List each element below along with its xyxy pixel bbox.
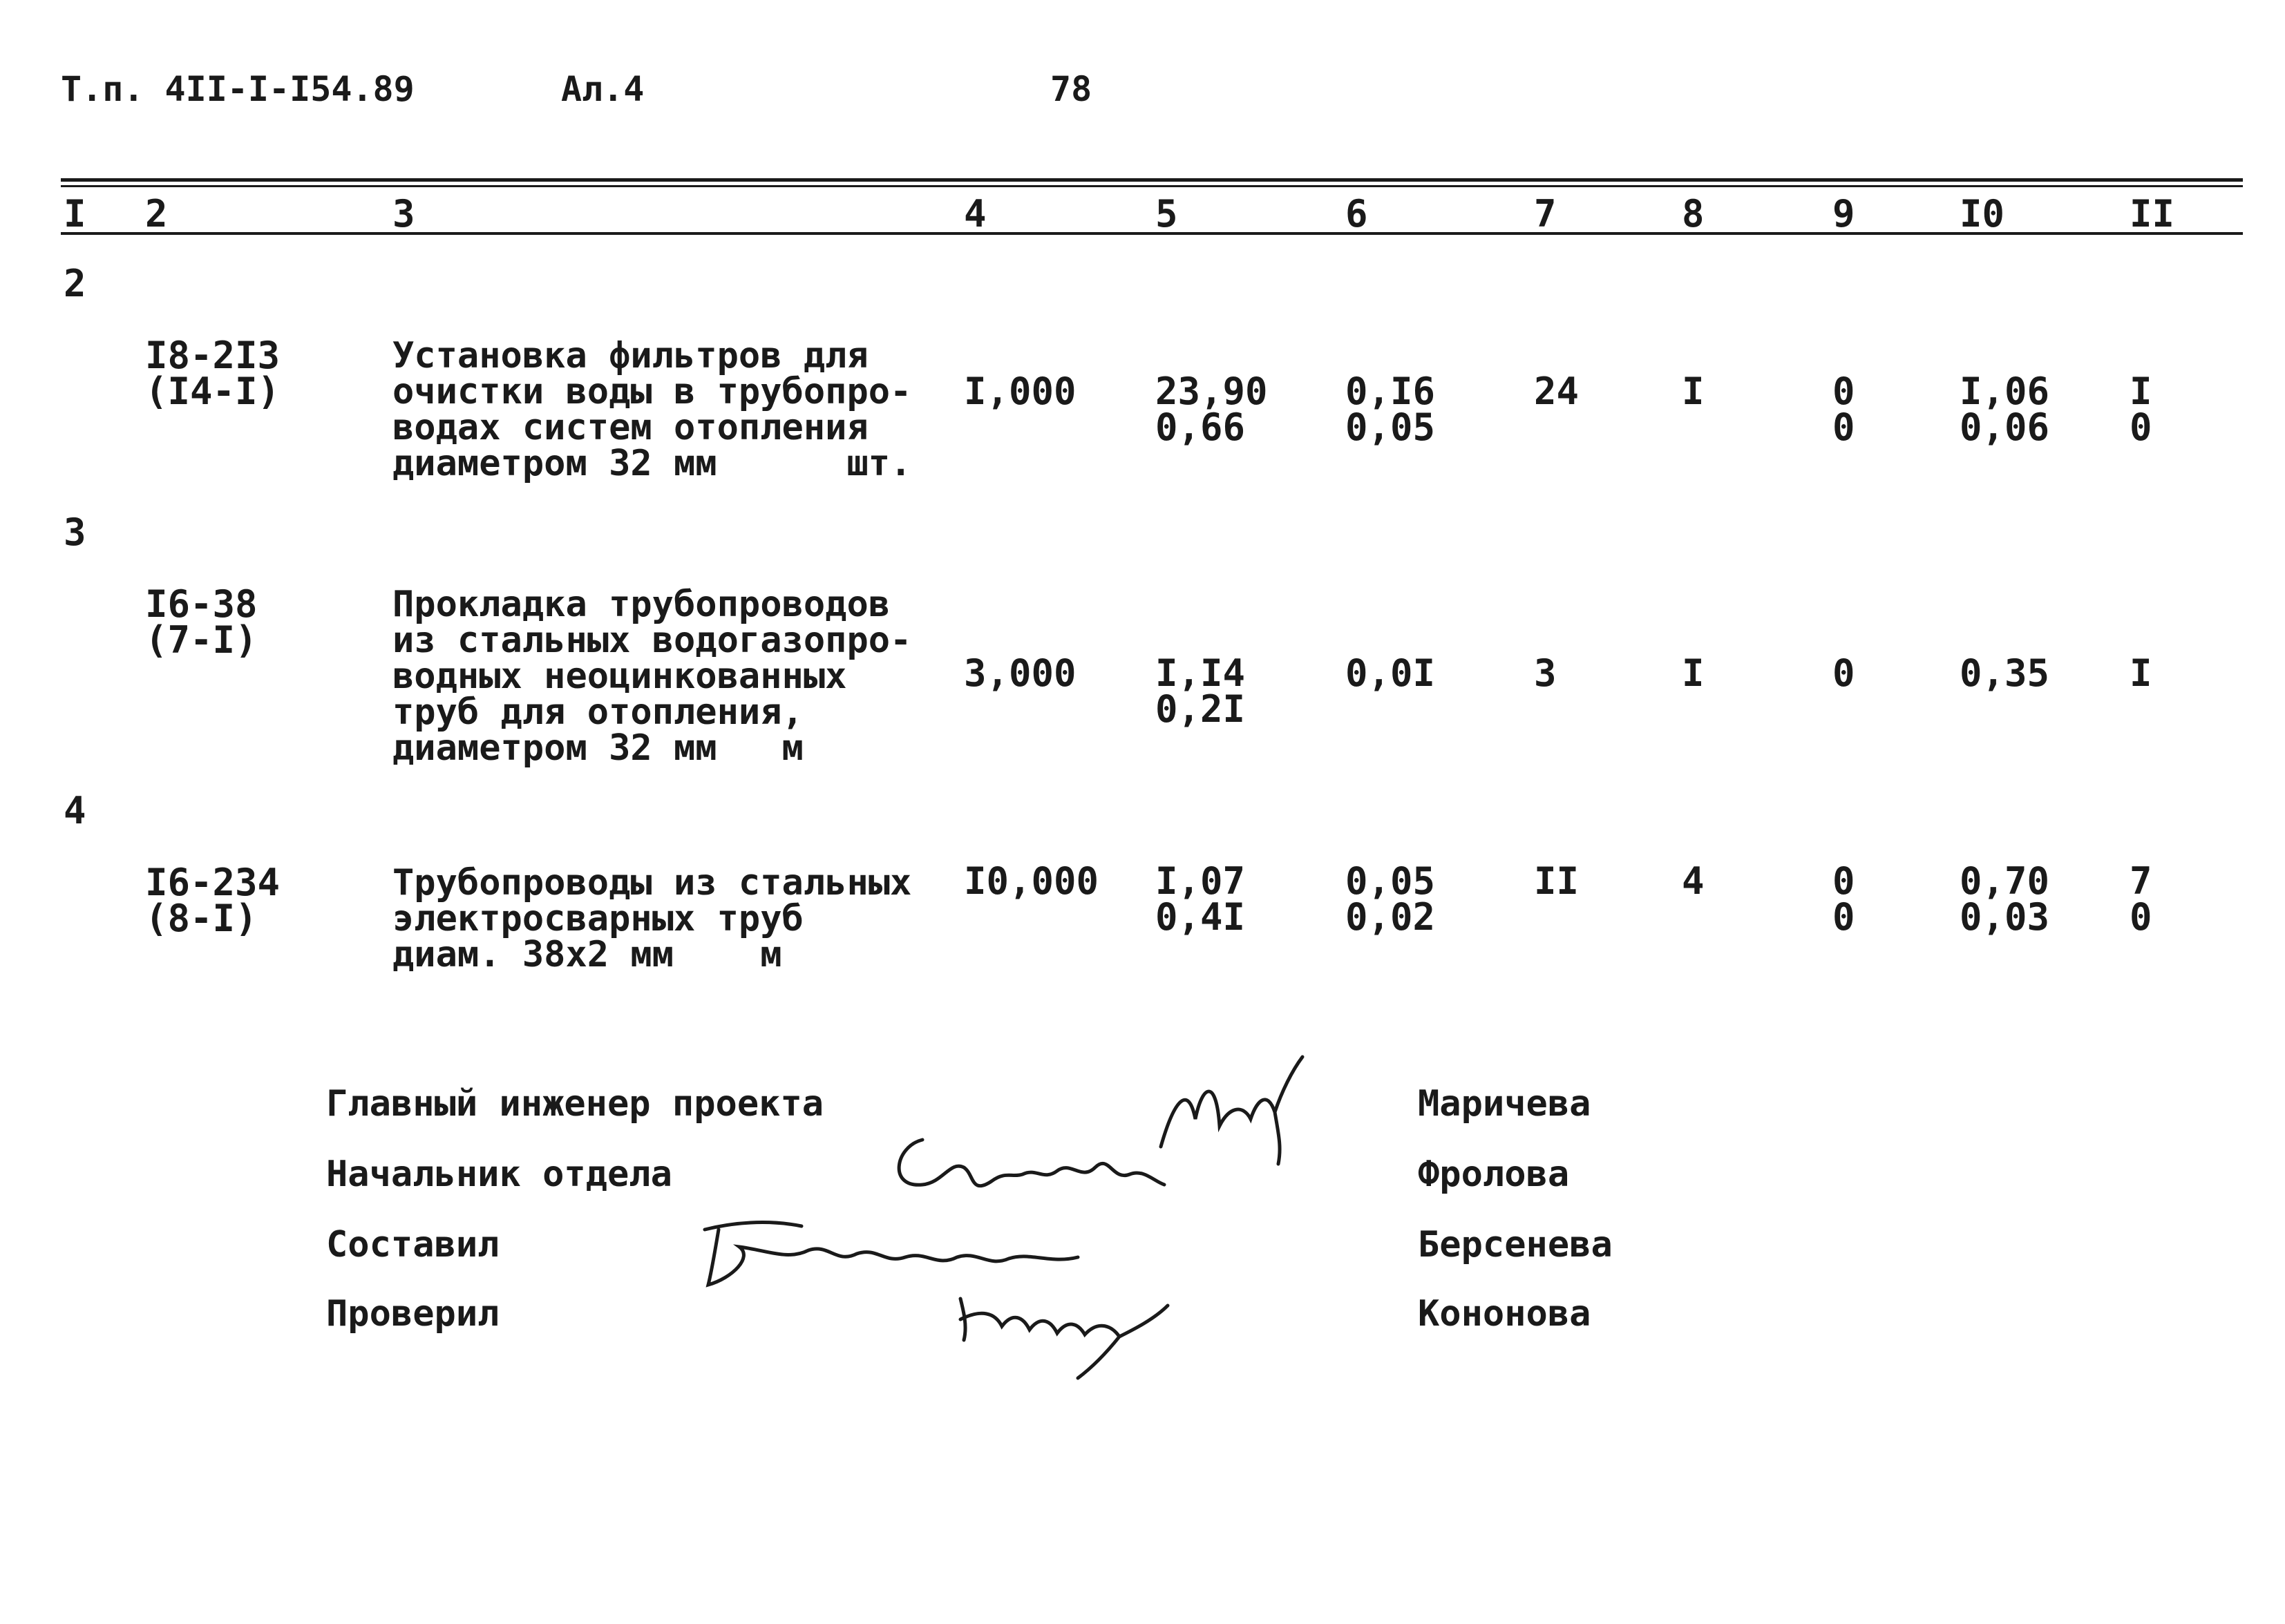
compiled-label: Составил: [326, 1224, 500, 1265]
col6-values: 0,I6 0,05: [1345, 370, 1436, 449]
col11-values: 7 0: [2130, 859, 2152, 939]
rate-code: I8-2I3 (I4-I): [145, 334, 281, 413]
chief-engineer-label: Главный инженер проекта: [326, 1083, 824, 1125]
head-of-dept-label: Начальник отдела: [326, 1154, 672, 1195]
quantity: I0,000: [964, 859, 1099, 903]
col8-values: I: [1682, 651, 1705, 695]
col-header-4: 4: [964, 192, 987, 236]
col7-values: II: [1534, 859, 1580, 903]
signature-head-of-dept: [881, 1119, 1171, 1209]
col10-values: 0,70 0,03: [1960, 859, 2050, 939]
col8-values: I: [1682, 370, 1705, 413]
col11-values: I: [2130, 651, 2152, 695]
chief-engineer-name: Маричева: [1418, 1083, 1591, 1125]
col-header-5: 5: [1155, 192, 1178, 236]
signature-checked: [947, 1271, 1182, 1382]
col-header-11: II: [2130, 192, 2175, 236]
col8-values: 4: [1682, 859, 1705, 903]
album-label: Ал.4: [561, 69, 645, 109]
page-number: 78: [1050, 69, 1092, 109]
checked-label: Проверил: [326, 1293, 500, 1335]
col-header-6: 6: [1345, 192, 1368, 236]
compiled-name: Берсенева: [1418, 1224, 1613, 1265]
col9-values: 0: [1832, 651, 1855, 695]
checked-name: Кононова: [1418, 1293, 1591, 1335]
header-bottom-rule: [61, 232, 2243, 235]
col6-values: 0,05 0,02: [1345, 859, 1436, 939]
col9-values: 0 0: [1832, 370, 1855, 449]
col-header-10: I0: [1960, 192, 2005, 236]
col10-values: I,06 0,06: [1960, 370, 2050, 449]
quantity: I,000: [964, 370, 1077, 413]
signature-chief-engineer: [1147, 1043, 1313, 1181]
col5-values: I,07 0,4I: [1155, 859, 1246, 939]
work-description: Установка фильтров для очистки воды в трубопро- водах систем отопления диаметром 32 мм шт.: [392, 335, 912, 484]
col7-values: 24: [1534, 370, 1580, 413]
rate-code: I6-38 (7-I): [145, 582, 258, 662]
work-description: Трубопроводы из стальных электросварных труб диам. 38х2 мм м: [392, 862, 912, 975]
col9-values: 0 0: [1832, 859, 1855, 939]
table-top-rule-2: [61, 185, 2243, 187]
col-header-7: 7: [1534, 192, 1557, 236]
row-number: 3: [64, 510, 86, 554]
row-number: 4: [64, 789, 86, 832]
col5-values: I,I4 0,2I: [1155, 651, 1246, 731]
col10-values: 0,35: [1960, 651, 2050, 695]
col-header-8: 8: [1682, 192, 1705, 236]
col7-values: 3: [1534, 651, 1557, 695]
rate-code: I6-234 (8-I): [145, 861, 281, 940]
quantity: 3,000: [964, 651, 1077, 695]
col11-values: I 0: [2130, 370, 2152, 449]
col-header-1: I: [64, 192, 86, 236]
col5-values: 23,90 0,66: [1155, 370, 1268, 449]
col-header-9: 9: [1832, 192, 1855, 236]
col-header-3: 3: [392, 192, 415, 236]
col-header-2: 2: [145, 192, 168, 236]
table-top-rule: [61, 178, 2243, 182]
doc-code: Т.п. 4II-I-I54.89: [61, 69, 415, 109]
head-of-dept-name: Фролова: [1418, 1154, 1570, 1195]
work-description: Прокладка трубопроводов из стальных водогазопро- водных неоцинкованных труб для отопления, диаметром 32 мм м: [392, 584, 912, 769]
row-number: 2: [64, 262, 86, 305]
col6-values: 0,0I: [1345, 651, 1436, 695]
